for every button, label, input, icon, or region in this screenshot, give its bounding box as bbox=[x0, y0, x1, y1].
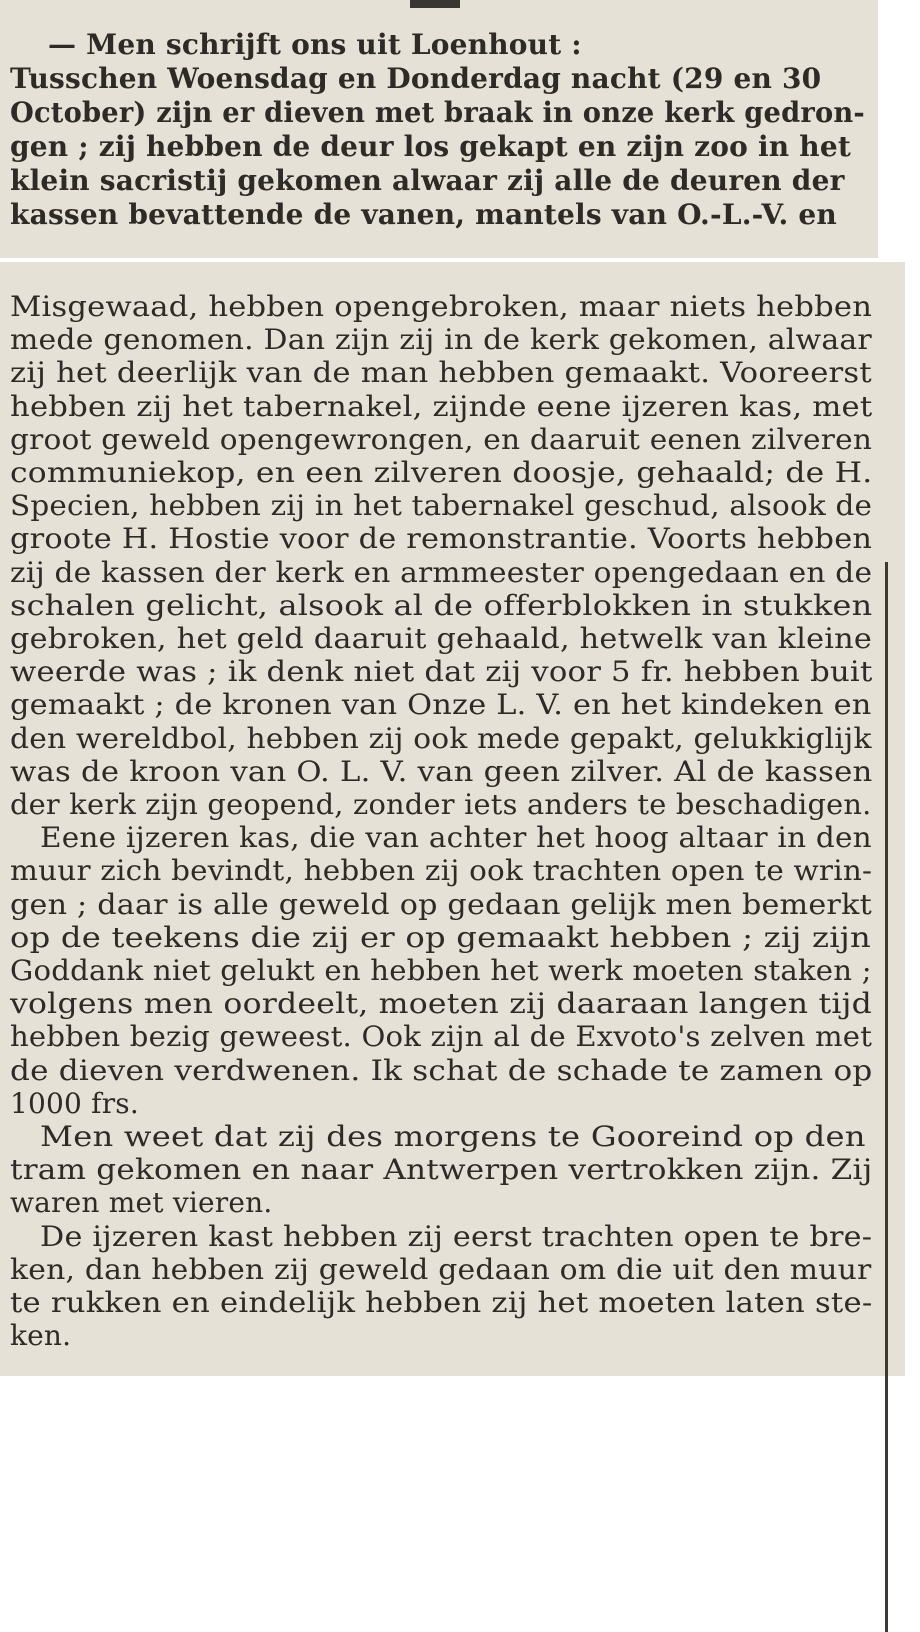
text-line: 1000 frs. bbox=[10, 1087, 139, 1120]
column-rule bbox=[885, 562, 888, 1632]
text-line: de dieven verdwenen. Ik schat de schade te zamen op bbox=[10, 1054, 873, 1087]
text-line: weerde was ; ik denk niet dat zij voor 5 fr. hebben buit bbox=[10, 655, 873, 688]
text-line: Specien, hebben zij in het tabernakel geschud, alsook de bbox=[10, 489, 873, 522]
text-line: ken, dan hebben zij geweld gedaan om die uit den muur bbox=[10, 1253, 872, 1286]
text-line: kassen bevattende de vanen, mantels van O.-L.-V. en bbox=[10, 198, 837, 231]
column-separator-rule bbox=[410, 0, 460, 8]
newspaper-clipping-top bbox=[0, 0, 878, 258]
text-line: gebroken, het geld daaruit gehaald, hetwelk van kleine bbox=[10, 622, 873, 655]
text-line: Tusschen Woensdag en Donderdag nacht (29 en 30 bbox=[10, 62, 822, 95]
text-line: hebben bezig geweest. Ook zijn al de Exvoto's zelven met bbox=[10, 1020, 873, 1053]
text-line: groot geweld opengewrongen, en daaruit eenen zilveren bbox=[10, 423, 873, 456]
newspaper-clipping-bottom bbox=[0, 262, 905, 1376]
text-line: op de teekens die zij er op gemaakt hebben ; zij zijn bbox=[10, 921, 871, 954]
article-heading: — Men schrijft ons uit Loenhout : bbox=[48, 28, 582, 61]
text-line: October) zijn er dieven met braak in onze kerk gedron- bbox=[10, 96, 865, 129]
text-line: gen ; daar is alle geweld op gedaan gelijk men bemerkt bbox=[10, 888, 872, 921]
text-line: ken. bbox=[10, 1319, 72, 1352]
text-line: groote H. Hostie voor de remonstrantie. Voorts hebben bbox=[10, 522, 873, 555]
text-line: hebben zij het tabernakel, zijnde eene ijzeren kas, met bbox=[10, 390, 873, 423]
text-line: volgens men oordeelt, moeten zij daaraan langen tijd bbox=[10, 987, 873, 1020]
text-line: mede genomen. Dan zijn zij in de kerk gekomen, alwaar bbox=[10, 323, 872, 356]
text-line: De ijzeren kast hebben zij eerst trachten open te bre- bbox=[40, 1220, 873, 1253]
text-line: Eene ijzeren kas, die van achter het hoog altaar in den bbox=[40, 821, 872, 854]
text-line: Goddank niet gelukt en hebben het werk moeten staken ; bbox=[10, 954, 872, 987]
text-line: schalen gelicht, alsook al de offerblokken in stukken bbox=[10, 589, 873, 622]
text-line: was de kroon van O. L. V. van geen zilver. Al de kassen bbox=[10, 755, 873, 788]
text-line: Misgewaad, hebben opengebroken, maar niets hebben bbox=[10, 290, 873, 323]
text-line: zij het deerlijk van de man hebben gemaakt. Vooreerst bbox=[10, 356, 872, 389]
text-line: der kerk zijn geopend, zonder iets anders te beschadigen. bbox=[10, 788, 872, 821]
text-line: communiekop, en een zilveren doosje, gehaald; de H. bbox=[10, 456, 873, 489]
text-line: zij de kassen der kerk en armmeester opengedaan en de bbox=[10, 556, 873, 589]
text-line: muur zich bevindt, hebben zij ook trachten open te wrin- bbox=[10, 854, 873, 887]
text-line: den wereldbol, hebben zij ook mede gepakt, gelukkiglijk bbox=[10, 722, 872, 755]
text-line: klein sacristij gekomen alwaar zij alle de deuren der bbox=[10, 164, 845, 197]
text-line: tram gekomen en naar Antwerpen vertrokken zijn. Zij bbox=[10, 1153, 873, 1186]
text-line: gemaakt ; de kronen van Onze L. V. en het kindeken en bbox=[10, 688, 872, 721]
text-line: Men weet dat zij des morgens te Gooreind op den bbox=[40, 1120, 866, 1153]
text-line: gen ; zij hebben de deur los gekapt en zijn zoo in het bbox=[10, 130, 851, 163]
text-line: te rukken en eindelijk hebben zij het moeten laten ste- bbox=[10, 1286, 873, 1319]
text-line: waren met vieren. bbox=[10, 1186, 273, 1219]
